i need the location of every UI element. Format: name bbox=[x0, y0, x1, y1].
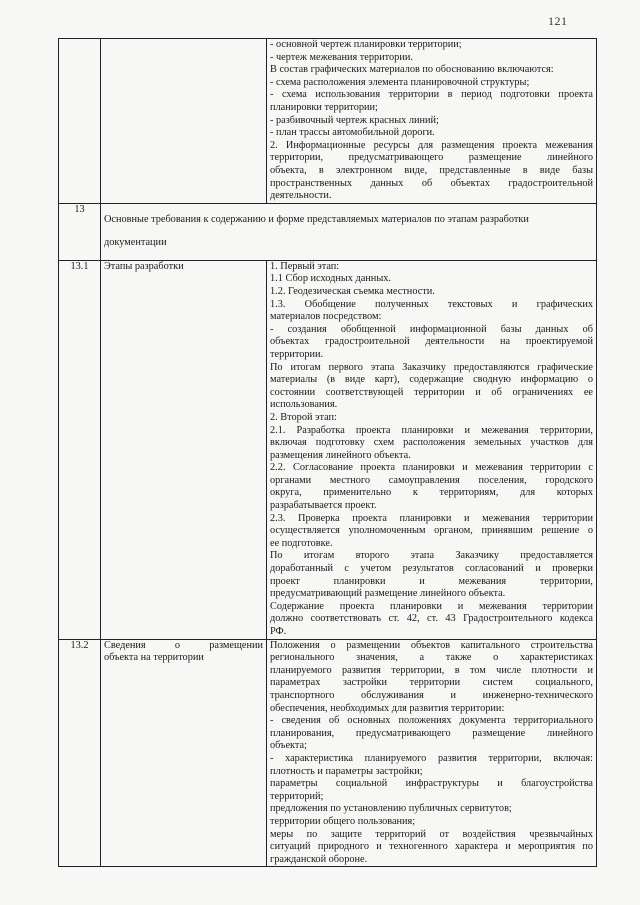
text-line: параметры социальной инфраструктуры и благоустройства bbox=[270, 778, 593, 790]
text-line: состоянии соответствующей территории и об ограничениях ее bbox=[270, 386, 593, 398]
text-line: пространственных данных об объектах градостроительной bbox=[270, 177, 593, 189]
row-content bbox=[267, 639, 597, 867]
text-line: включая подготовку схем расположения земельных участков для bbox=[270, 437, 593, 449]
text-line: Положения о размещении объектов капитального строительства bbox=[270, 639, 593, 651]
text-line: документации bbox=[104, 236, 167, 248]
text-line: 1.2. Геодезическая съемка местности. bbox=[270, 285, 435, 297]
page-number: 121 bbox=[548, 14, 568, 28]
text-line: гражданской обороне. bbox=[270, 853, 368, 865]
text-line: меры по защите территорий от воздействия чрезвычайных bbox=[270, 828, 593, 840]
row-number: 13.1 bbox=[59, 260, 101, 639]
text-line: материалы (в виде карт), содержащие сводную информацию о bbox=[270, 374, 593, 386]
row-number: 13 bbox=[59, 203, 101, 260]
text-line: объектах градостроительной деятельности на проектируемой bbox=[270, 336, 593, 348]
text-line: должно соответствовать ст. 42, ст. 43 Градостроительного кодекса bbox=[270, 613, 593, 625]
text-line: РФ. bbox=[270, 626, 287, 638]
requirements-table bbox=[58, 38, 597, 867]
row-content bbox=[267, 39, 597, 204]
text-line: разрабатывается проект. bbox=[270, 500, 377, 512]
text-line: транспортного обслуживания и инженерно-технического bbox=[270, 689, 593, 701]
text-line: - основной чертеж планировки территории; bbox=[270, 39, 462, 50]
text-line: предложения по установлению публичных сервитутов; bbox=[270, 803, 512, 815]
row-number bbox=[59, 39, 101, 204]
text-line: органами местного самоуправления поселения, городского bbox=[270, 474, 593, 486]
text-line: Содержание проекта планировки и межевания территории bbox=[270, 600, 593, 612]
text-line: предусматривающий размещение линейного объекта. bbox=[270, 588, 506, 600]
table-row bbox=[59, 260, 597, 639]
text-line: объекта на территории bbox=[104, 652, 204, 664]
text-line: По итогам первого этапа Заказчику предоставляются графические bbox=[270, 361, 593, 373]
text-line: планировки территории; bbox=[270, 101, 378, 113]
text-line: территории. bbox=[270, 348, 324, 360]
text-line: ее подготовке. bbox=[270, 537, 333, 549]
text-line: В состав графических материалов по обоснованию включаются: bbox=[270, 64, 554, 76]
row-content bbox=[267, 260, 597, 639]
text-line: 2.1. Разработка проекта планировки и межевания территории, bbox=[270, 424, 593, 436]
text-line: Сведения о размещении bbox=[104, 639, 263, 651]
text-line: - схема использования территории в период подготовки проекта bbox=[270, 89, 593, 101]
text-line: По итогам второго этапа Заказчику предоставляется bbox=[270, 550, 593, 562]
section-title bbox=[101, 203, 597, 260]
text-line: использования. bbox=[270, 399, 338, 411]
text-line: деятельности. bbox=[270, 190, 332, 202]
text-line: ситуаций природного и техногенного характера и мероприятия по bbox=[270, 841, 593, 853]
text-line: доработанный с учетом результатов согласований и проверки bbox=[270, 563, 593, 575]
text-line: объекта, в электронном виде, представленные в виде базы bbox=[270, 164, 593, 176]
text-line: размещения линейного объекта. bbox=[270, 449, 411, 461]
text-line: материалов посредством: bbox=[270, 311, 382, 323]
text-line: планирования, предусматривающего размещение линейного bbox=[270, 727, 593, 739]
text-line: - схема расположения элемента планировочной структуры; bbox=[270, 76, 530, 88]
text-line: осуществляется уполномоченным органом, принявшим решение о bbox=[270, 525, 593, 537]
text-line: территории, предусматривающего размещение линейного bbox=[270, 152, 593, 164]
text-line: плотность и параметры застройки; bbox=[270, 765, 423, 777]
text-line: Этапы разработки bbox=[104, 260, 184, 272]
table-row bbox=[59, 203, 597, 260]
text-line: обеспечения, необходимых для развития территории: bbox=[270, 702, 505, 714]
text-line: объекта; bbox=[270, 740, 307, 752]
text-line: Основные требования к содержанию и форме представляемых материалов по этапам разработки bbox=[104, 214, 529, 226]
text-line: - создания обобщенной информационной базы данных об bbox=[270, 323, 593, 335]
text-line: 2.2. Согласование проекта планировки и межевания территории с bbox=[270, 462, 593, 474]
text-line: 2. Второй этап: bbox=[270, 411, 337, 423]
text-line: территории общего пользования; bbox=[270, 815, 416, 827]
text-line: - план трассы автомобильной дороги. bbox=[270, 127, 435, 139]
text-line: планируемого развития территории, в том числе плотности и bbox=[270, 664, 593, 676]
text-line: 1. Первый этап: bbox=[270, 260, 340, 272]
text-line: 1.3. Обобщение полученных текстовых и графических bbox=[270, 298, 593, 310]
row-name bbox=[101, 639, 267, 867]
text-line: округа, применительно к территориям, для которых bbox=[270, 487, 593, 499]
table-row bbox=[59, 39, 597, 204]
row-number: 13.2 bbox=[59, 639, 101, 867]
text-line: - чертеж межевания территории. bbox=[270, 51, 413, 63]
text-line: территорий; bbox=[270, 790, 324, 802]
text-line: регионального значения, а также о характеристиках bbox=[270, 652, 593, 664]
text-line: проект планировки и межевания территории, bbox=[270, 575, 593, 587]
row-name bbox=[101, 260, 267, 639]
table-row bbox=[59, 639, 597, 867]
text-line: 2. Информационные ресурсы для размещения проекта межевания bbox=[270, 139, 593, 151]
text-line: 2.3. Проверка проекта планировки и межевания территории bbox=[270, 512, 593, 524]
text-line: - разбивочный чертеж красных линий; bbox=[270, 114, 439, 126]
text-line: параметрах застройки территории систем социального, bbox=[270, 677, 593, 689]
text-line: - характеристика планируемого развития территории, включая: bbox=[270, 752, 593, 764]
text-line: - сведения об основных положениях документа территориального bbox=[270, 715, 593, 727]
row-name bbox=[101, 39, 267, 204]
text-line: 1.1 Сбор исходных данных. bbox=[270, 273, 391, 285]
